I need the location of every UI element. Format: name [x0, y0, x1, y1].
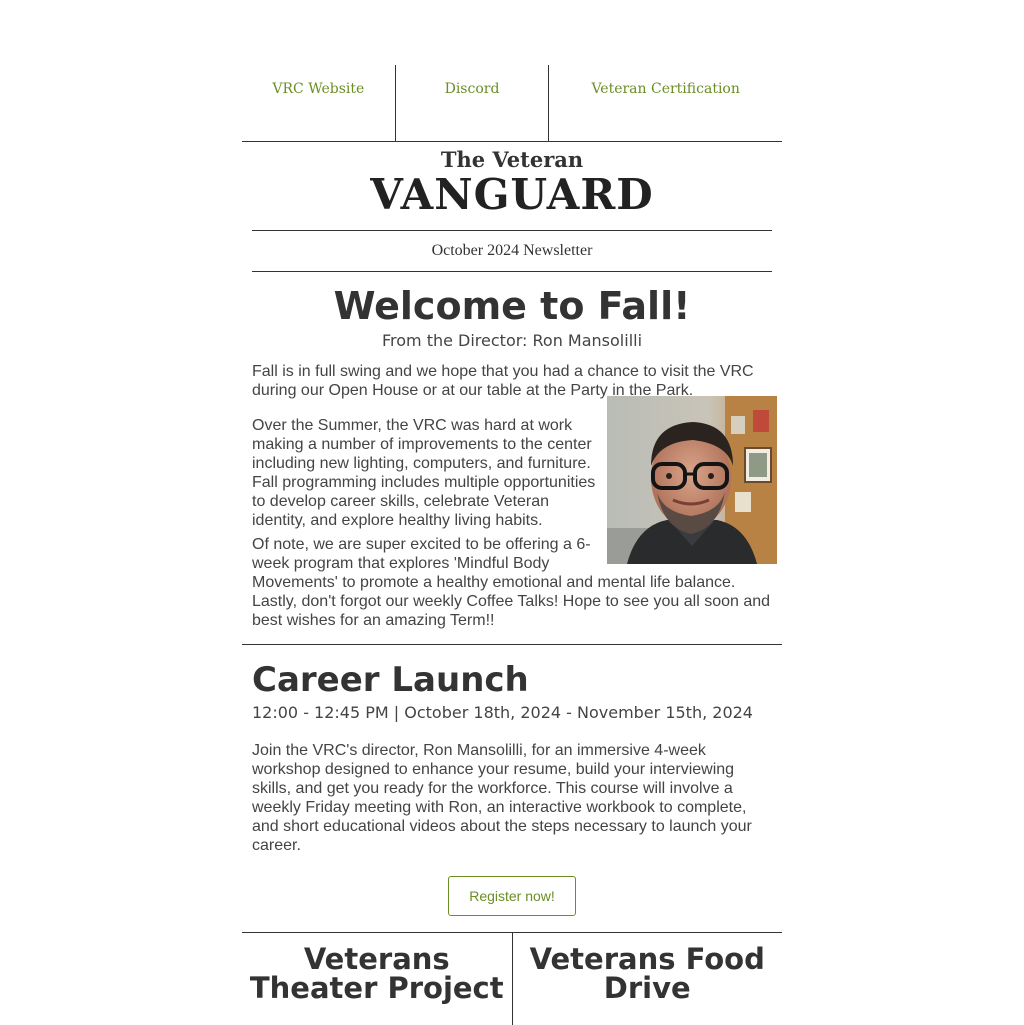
discord-link[interactable]: Discord — [444, 81, 500, 97]
welcome-paragraph-3: Of note, we are super excited to be offering a 6-week program that explores 'Mindful Body Movements' to promote a healthy emotional and mental life balance. Lastly, don't forgot our weekly Coffee Talks! Hope to see you all soon and best wishes for an amazing Term!! — [252, 536, 771, 629]
register-button[interactable]: Register now! — [448, 876, 576, 916]
newsletter — [242, 65, 782, 1025]
food-drive-heading: Veterans Food Drive — [512, 933, 783, 1025]
director-photo — [607, 396, 777, 564]
career-schedule: 12:00 - 12:45 PM | October 18th, 2024 - November 15th, 2024 — [252, 703, 753, 722]
career-title: Career Launch — [252, 660, 529, 700]
top-nav — [242, 65, 782, 142]
masthead — [252, 142, 772, 272]
register-button-wrap — [252, 876, 772, 916]
theater-project-heading: Veterans Theater Project — [249, 942, 504, 1005]
welcome-section — [242, 272, 782, 645]
welcome-title: Welcome to Fall! — [333, 284, 691, 328]
vrc-website-link[interactable]: VRC Website — [272, 81, 365, 97]
career-description: Join the VRC's director, Ron Mansolilli, for an immersive 4-week workshop designed to enhance your resume, build your interviewing skills, and get you ready for the workforce. This course will involve a weekly Friday meeting with Ron, an interactive workbook to complete, and short educational videos about the steps necessary to launch your career. — [252, 742, 752, 854]
masthead-title: VANGUARD — [252, 172, 772, 231]
career-launch-section — [242, 645, 782, 933]
nav-cell-discord — [395, 65, 549, 141]
nav-cell-veteran-certification — [548, 65, 782, 141]
newsletter-edition: October 2024 Newsletter — [252, 231, 772, 272]
event-columns — [242, 933, 782, 1025]
masthead-subtitle: The Veteran — [440, 147, 584, 172]
welcome-paragraph-1: Fall is in full swing and we hope that you had a chance to visit the VRC during our Open House or at our table at the Party in the Park. — [252, 363, 754, 399]
nav-cell-vrc-website — [242, 65, 395, 141]
veteran-certification-link[interactable]: Veteran Certification — [591, 81, 740, 97]
welcome-paragraph-2: Over the Summer, the VRC was hard at work making a number of improvements to the center including new lighting, computers, and furniture. Fall programming includes multiple opportunities to develop career skills, celebrate Veteran identity, and explore healthy living habits. — [252, 417, 596, 529]
welcome-subtitle: From the Director: Ron Mansolilli — [381, 331, 643, 350]
